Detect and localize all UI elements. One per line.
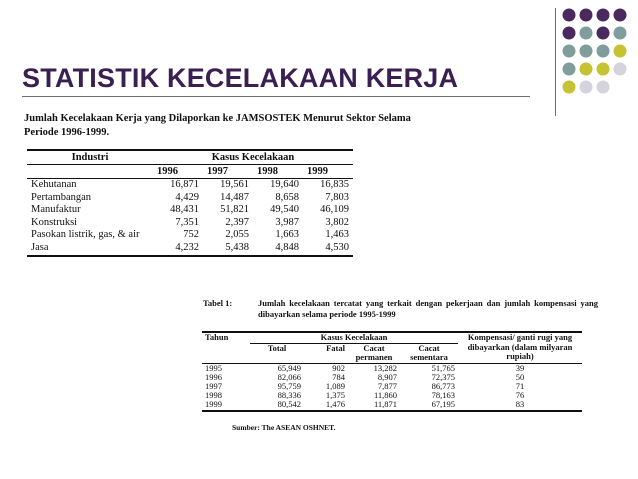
fatal-cell: 1,089 bbox=[325, 380, 345, 391]
dot-row-1 bbox=[563, 9, 627, 22]
table2-compensation bbox=[202, 331, 582, 412]
fatal-cell: 1,375 bbox=[325, 390, 345, 401]
subheader-cacat-permanen: Cacat permanen bbox=[348, 343, 400, 363]
sementara-cell: 78,163 bbox=[431, 390, 455, 401]
subheader-total: Total bbox=[250, 343, 304, 363]
kompensasi-cell: 83 bbox=[458, 400, 582, 410]
total-cell: 88,336 bbox=[277, 390, 301, 401]
kompensasi-cell: 76 bbox=[515, 390, 525, 401]
subheader-cacat-sementara: Cacat sementara bbox=[400, 343, 458, 363]
value-cell: 4,848 bbox=[253, 242, 303, 256]
tahun-cell: 1995 bbox=[205, 362, 222, 373]
industri-cell: Kehutanan bbox=[31, 179, 77, 190]
table-row bbox=[27, 192, 353, 205]
header-kompensasi: Kompensasi/ ganti rugi yang dibayarkan (dalam milyaran rupiah) bbox=[458, 332, 582, 363]
table-row bbox=[27, 217, 353, 230]
fatal-cell: 784 bbox=[332, 371, 345, 382]
table2-source: Sumber: The ASEAN OSHNET. bbox=[232, 423, 336, 432]
kompensasi-cell: 50 bbox=[515, 371, 525, 382]
kompensasi-cell: 39 bbox=[515, 362, 525, 373]
header-kasus-kecelakaan: Kasus Kecelakaan bbox=[250, 332, 458, 343]
value-cell: 5,438 bbox=[203, 242, 253, 256]
vertical-divider bbox=[555, 8, 556, 116]
title-underline bbox=[22, 96, 530, 97]
tahun-cell: 1997 bbox=[205, 380, 222, 391]
total-cell: 82,066 bbox=[277, 371, 301, 382]
value-cell: 2,055 bbox=[225, 229, 249, 241]
permanen-cell: 8,907 bbox=[377, 371, 397, 382]
header-tahun: Tahun bbox=[202, 332, 250, 363]
value-cell: 4,429 bbox=[175, 191, 199, 203]
value-cell: 8,658 bbox=[275, 191, 299, 203]
tahun-cell: 1998 bbox=[205, 390, 222, 401]
industri-cell: Pertambangan bbox=[31, 191, 92, 203]
value-cell: 2,397 bbox=[225, 216, 249, 228]
value-cell: 51,821 bbox=[220, 204, 249, 216]
sementara-cell: 86,773 bbox=[431, 380, 455, 391]
value-cell: 19,640 bbox=[270, 179, 299, 190]
industri-cell: Pasokan listrik, gas, & air bbox=[31, 229, 140, 241]
permanen-cell: 11,860 bbox=[373, 390, 397, 401]
industri-cell: Manufaktur bbox=[31, 204, 81, 216]
value-cell: 48,431 bbox=[170, 204, 199, 216]
dot-row-4 bbox=[563, 63, 627, 76]
table-row bbox=[27, 242, 353, 256]
total-cell: 95,759 bbox=[277, 380, 301, 391]
fatal-cell: 1,476 bbox=[304, 400, 348, 410]
dot-row-2 bbox=[563, 27, 627, 40]
tahun-cell: 1996 bbox=[205, 371, 222, 382]
table-row bbox=[202, 400, 582, 410]
value-cell: 7,351 bbox=[175, 216, 199, 228]
permanen-cell: 11,871 bbox=[348, 400, 400, 410]
total-cell: 65,949 bbox=[277, 362, 301, 373]
value-cell: 14,487 bbox=[220, 191, 249, 203]
value-cell: 752 bbox=[183, 229, 199, 241]
sementara-cell: 72,375 bbox=[431, 371, 455, 382]
industri-cell: Jasa bbox=[27, 242, 153, 256]
sementara-cell: 67,195 bbox=[400, 400, 458, 410]
value-cell: 16,871 bbox=[170, 179, 199, 190]
kompensasi-cell: 71 bbox=[515, 380, 525, 391]
value-cell: 1,663 bbox=[275, 229, 299, 241]
sementara-cell: 51,765 bbox=[431, 362, 455, 373]
subheader-fatal: Fatal bbox=[304, 343, 348, 363]
dot-row-3 bbox=[563, 45, 627, 58]
table1-accident-by-sector bbox=[27, 149, 353, 257]
value-cell: 3,802 bbox=[325, 216, 349, 228]
value-cell: 19,561 bbox=[220, 179, 249, 190]
value-cell: 4,232 bbox=[153, 242, 203, 256]
value-cell: 1,463 bbox=[325, 229, 349, 241]
header-kasus-kecelakaan: Kasus Kecelakaan bbox=[153, 150, 353, 165]
value-cell: 46,109 bbox=[320, 204, 349, 216]
table2-label: Tabel 1: bbox=[203, 298, 233, 308]
year-header: 1998 bbox=[253, 165, 303, 179]
year-header: 1999 bbox=[303, 165, 353, 179]
header-industri: Industri bbox=[27, 150, 153, 165]
table2-caption: Jumlah kecelakaan tercatat yang terkait dengan pekerjaan dan jumlah kompensasi yang dibayarkan selama periode 1995-1999 bbox=[258, 298, 598, 319]
slide-title: STATISTIK KECELAKAAN KERJA bbox=[22, 63, 459, 93]
value-cell: 16,835 bbox=[320, 179, 349, 190]
year-header: 1996 bbox=[153, 165, 203, 179]
value-cell: 49,540 bbox=[270, 204, 299, 216]
fatal-cell: 902 bbox=[332, 362, 345, 373]
dot-row-5 bbox=[563, 81, 610, 94]
total-cell: 80,542 bbox=[250, 400, 304, 410]
permanen-cell: 7,877 bbox=[377, 380, 397, 391]
tahun-cell: 1999 bbox=[202, 400, 250, 410]
table-row bbox=[27, 229, 353, 242]
table1-caption: Jumlah Kecelakaan Kerja yang Dilaporkan ke JAMSOSTEK Menurut Sektor Selama Periode 1996-1999. bbox=[24, 113, 411, 138]
table-row bbox=[27, 204, 353, 217]
table-row bbox=[27, 179, 353, 192]
value-cell: 4,530 bbox=[303, 242, 353, 256]
industri-cell: Konstruksi bbox=[31, 216, 78, 228]
decorative-dot-grid bbox=[560, 5, 636, 105]
permanen-cell: 13,282 bbox=[373, 362, 397, 373]
value-cell: 7,803 bbox=[325, 191, 349, 203]
value-cell: 3,987 bbox=[275, 216, 299, 228]
year-header: 1997 bbox=[203, 165, 253, 179]
